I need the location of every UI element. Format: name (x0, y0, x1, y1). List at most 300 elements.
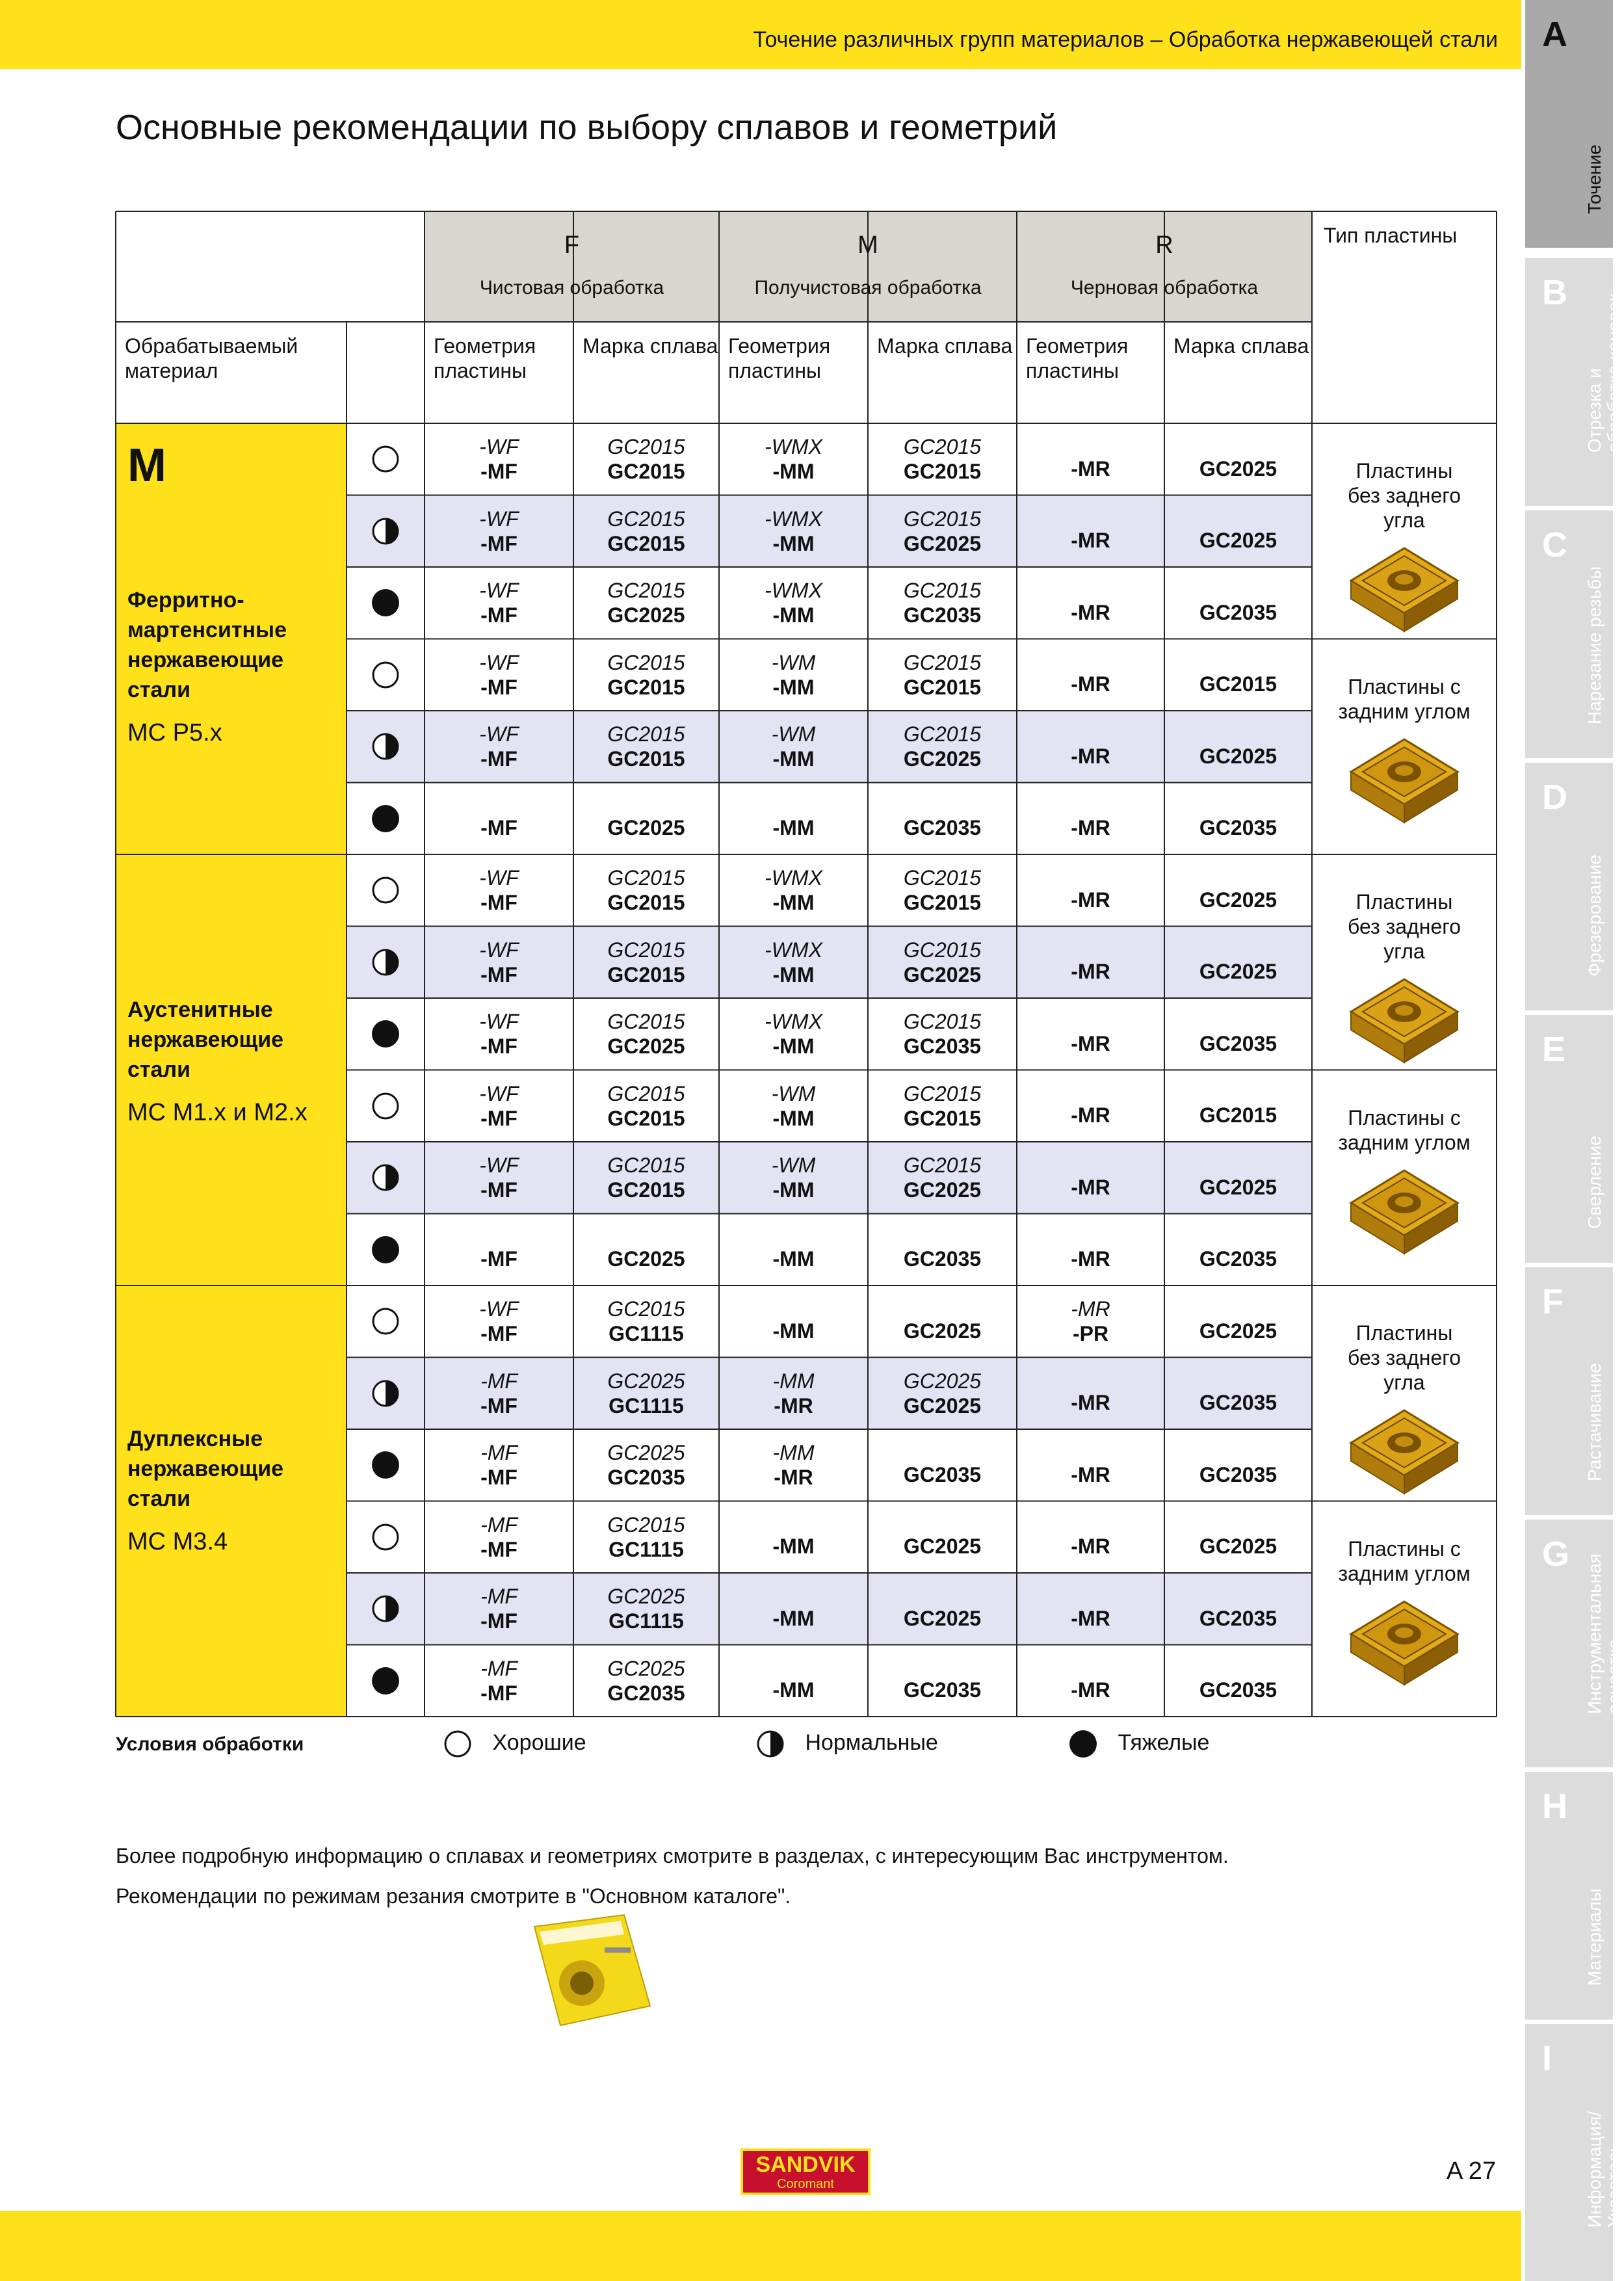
grade-header: Марка сплава (877, 334, 1013, 358)
alt-value: GC2025 (607, 1656, 685, 1680)
alt-value: -WF (479, 722, 519, 746)
main-value: GC2025 (903, 747, 982, 771)
grade-cell (573, 927, 719, 999)
geometry-cell (1017, 495, 1164, 568)
condition-cell (347, 1358, 425, 1430)
positive-insert-icon (1346, 1595, 1463, 1693)
main-value: -MF (480, 891, 517, 915)
main-value: -MM (772, 747, 815, 771)
geometry-cell (425, 1142, 573, 1214)
alt-value: -WF (479, 579, 519, 603)
cell-values (904, 578, 981, 627)
main-value: -MM (772, 962, 815, 986)
tab-label: Материалы (1584, 1888, 1604, 1986)
main-value: -MM (772, 675, 815, 699)
geometry-cell (425, 1501, 573, 1574)
main-value: GC2025 (903, 1178, 982, 1202)
legend-good-label: Хорошие (492, 1730, 586, 1755)
cell-values (480, 1440, 517, 1490)
insert-type-label: Пластины без заднего угла (1348, 459, 1461, 532)
main-value: -MF (480, 1247, 517, 1271)
cell-values (1199, 1319, 1277, 1343)
alt-value: GC2015 (607, 1154, 685, 1178)
alt-value: GC2015 (903, 507, 982, 531)
grade-cell (1164, 711, 1312, 783)
cell-values (904, 815, 981, 840)
cell-values (479, 1009, 518, 1059)
main-value: GC2035 (903, 816, 982, 839)
main-value: -MF (480, 1035, 517, 1059)
grade-cell (868, 783, 1017, 855)
condition-cell (347, 1573, 425, 1645)
cell-values (480, 815, 517, 840)
footer-bar (0, 2211, 1521, 2281)
alt-value: -WF (479, 1154, 519, 1178)
grade-cell (573, 1142, 719, 1214)
alt-value: -WF (479, 1010, 519, 1034)
cell-values (480, 1584, 517, 1633)
cell-values (1071, 1462, 1110, 1487)
cell-values (1199, 1678, 1277, 1702)
alt-value: -WF (479, 1297, 519, 1321)
main-value: -MR (1071, 1606, 1110, 1630)
cell-values (773, 1246, 815, 1271)
main-value: GC2025 (1199, 744, 1277, 768)
tab-label: Растачивание (1584, 1363, 1604, 1481)
main-value: -MM (772, 1319, 815, 1343)
cell-values (607, 650, 685, 700)
material-name: Ферритно-мартенситные нержавеющие стали (127, 588, 287, 702)
cell-values (1071, 1297, 1110, 1346)
alt-value: -WM (771, 1154, 816, 1178)
logo-sub: Coromant (743, 2177, 868, 2191)
cell-values (904, 938, 981, 987)
geometry-cell (425, 1429, 573, 1501)
circle-half-icon (371, 732, 400, 761)
main-value: GC2035 (1199, 1606, 1277, 1630)
tab-section-i[interactable] (1525, 2024, 1624, 2281)
cell-values (765, 434, 822, 484)
main-value: GC2035 (607, 1466, 685, 1490)
geometry-cell (425, 1645, 573, 1717)
cell-values (607, 815, 685, 840)
condition-cell (347, 495, 425, 568)
cell-values (773, 1319, 815, 1343)
cell-values (1199, 528, 1277, 553)
tab-letter: E (1542, 1030, 1566, 1069)
geometry-cell (425, 567, 573, 639)
geometry-cell (425, 783, 573, 855)
condition-cell (347, 998, 425, 1070)
alt-value: GC2015 (607, 650, 685, 674)
geometry-cell (425, 1286, 573, 1358)
alt-value: GC2015 (607, 938, 685, 962)
main-value: GC2035 (903, 1035, 982, 1059)
cell-values (479, 938, 518, 987)
alt-value: GC2025 (607, 1369, 685, 1393)
grade-cell (1164, 998, 1312, 1070)
legend-heavy (1069, 1730, 1209, 1758)
circle-full-icon (371, 1019, 400, 1049)
cell-values (765, 865, 822, 915)
main-value: -MM (772, 891, 815, 915)
tab-label: Инструментальная оснастка (1584, 1553, 1624, 1714)
circle-half-icon (371, 947, 400, 977)
material-group (116, 1424, 347, 1556)
insert-type-cell (1312, 458, 1497, 644)
geometry-cell (1017, 927, 1164, 999)
grade-cell (573, 1286, 719, 1358)
main-value: -MR (1071, 744, 1110, 768)
positive-insert-icon (1346, 733, 1463, 830)
tab-letter: A (1542, 15, 1567, 54)
cell-values (904, 1081, 981, 1131)
grade-cell (1164, 639, 1312, 711)
grade-cell (868, 1573, 1017, 1645)
grade-cell (868, 1501, 1017, 1574)
geometry-cell (1017, 1214, 1164, 1286)
main-value: GC1115 (609, 1537, 684, 1561)
cell-values (479, 650, 518, 700)
cell-values (904, 1678, 981, 1702)
cell-values (1071, 744, 1110, 769)
insert-type-label: Пластины без заднего угла (1348, 890, 1461, 963)
cell-values (1199, 959, 1277, 984)
tab-letter: C (1542, 525, 1567, 564)
alt-value: GC2015 (607, 722, 685, 746)
cell-values (904, 1606, 981, 1631)
grade-cell (573, 783, 719, 855)
tab-section-a[interactable] (1525, 0, 1613, 248)
tab-section-g[interactable] (1525, 1520, 1624, 1767)
geometry-cell (425, 495, 573, 568)
alt-value: GC2015 (903, 938, 982, 962)
cell-values (904, 722, 981, 771)
cell-values (904, 434, 981, 484)
cell-values (479, 507, 518, 556)
tab-section-b[interactable] (1525, 258, 1624, 506)
main-value: GC2025 (903, 1393, 982, 1417)
grade-cell (573, 1214, 719, 1286)
circle-full-icon (1069, 1730, 1097, 1758)
main-value: -MM (772, 1178, 815, 1202)
group-name: Черновая обработка (1070, 277, 1259, 298)
alt-value: -MF (480, 1585, 517, 1609)
group-letter: R (1155, 231, 1173, 259)
main-value: GC2035 (1199, 1031, 1277, 1055)
logo-brand: SANDVIK (755, 2152, 856, 2177)
main-value: GC2015 (607, 1106, 685, 1130)
legend-title: Условия обработки (116, 1734, 304, 1755)
geometry-cell (1017, 1645, 1164, 1717)
grade-header: Марка сплава (583, 334, 718, 358)
alt-value: -WF (479, 507, 519, 531)
geometry-cell (425, 1214, 573, 1286)
cell-values (607, 1009, 685, 1059)
cell-values (479, 1153, 518, 1202)
grade-cell (573, 711, 719, 783)
geometry-cell (1017, 1286, 1164, 1358)
circle-full-icon (371, 1450, 400, 1480)
positive-insert-icon (1346, 1164, 1463, 1261)
insert-type-label: Пластины с задним углом (1338, 1536, 1471, 1585)
cell-values (480, 1656, 517, 1706)
geometry-cell (719, 1142, 868, 1214)
main-value: GC1115 (609, 1393, 684, 1417)
main-value: -MM (772, 816, 815, 839)
main-value: -MM (772, 603, 815, 627)
main-value: -MF (480, 1537, 517, 1561)
main-value: GC2025 (607, 1247, 685, 1271)
grade-cell (1164, 1358, 1312, 1430)
cell-values (1071, 1031, 1110, 1056)
group-letter: M (858, 231, 878, 259)
grade-cell (1164, 1142, 1312, 1214)
geometry-cell (425, 998, 573, 1070)
grade-cell (1164, 1501, 1312, 1574)
main-value: -MF (480, 1681, 517, 1705)
note-alloys: Более подробную информацию о сплавах и геометриях смотрите в разделах, с интересующим Вас инструментом. (116, 1844, 1229, 1867)
condition-cell (347, 711, 425, 783)
cell-values (1071, 959, 1110, 984)
insert-type-label: Пластины с задним углом (1338, 1105, 1471, 1154)
main-value: GC2025 (1199, 960, 1277, 983)
cell-values (1071, 1175, 1110, 1200)
main-value: -MM (772, 1035, 815, 1059)
insert-type-cell (1312, 1536, 1497, 1698)
cell-values (607, 1153, 685, 1202)
tab-label: Сверление (1584, 1135, 1604, 1229)
cell-values (904, 1319, 981, 1343)
main-value: -MR (774, 1466, 813, 1490)
alt-value: -MR (1071, 1297, 1110, 1321)
grade-cell (868, 1142, 1017, 1214)
material-group (116, 995, 347, 1127)
circle-half-icon (371, 1594, 400, 1624)
catalog-cover-image (527, 1915, 650, 2025)
geometry-cell (719, 1573, 868, 1645)
insert-type-cell (1312, 1321, 1497, 1507)
main-value: GC2015 (1199, 1103, 1277, 1127)
group-header-f (425, 211, 719, 322)
geometry-cell (425, 1358, 573, 1430)
main-value: GC2025 (1199, 888, 1277, 912)
cell-values (480, 1512, 517, 1562)
cell-values (1199, 1103, 1277, 1127)
page-number: A 27 (1447, 2157, 1497, 2185)
cell-values (1071, 1246, 1110, 1271)
cell-values (1071, 1678, 1110, 1702)
alt-value: -WMX (765, 866, 822, 890)
insert-type-label: Пластины с задним углом (1338, 674, 1471, 723)
grade-cell (1164, 1214, 1312, 1286)
grade-cell (868, 567, 1017, 639)
main-value: GC2035 (1199, 1391, 1277, 1414)
geometry-cell (719, 567, 868, 639)
cell-values (1199, 600, 1277, 625)
tab-letter: H (1542, 1787, 1567, 1826)
geometry-cell (719, 1070, 868, 1142)
main-value: -MR (1071, 960, 1110, 983)
cell-values (773, 1678, 815, 1702)
tab-section-d[interactable] (1525, 763, 1613, 1010)
main-value: -MR (1071, 1535, 1110, 1558)
main-value: -MR (1071, 816, 1110, 839)
main-value: -MR (1071, 600, 1110, 624)
cell-values (607, 1297, 685, 1346)
main-value: GC2025 (903, 1535, 982, 1558)
geometry-header: Геометрия пластины (434, 334, 536, 382)
main-value: GC2025 (1199, 1319, 1277, 1343)
cell-values (479, 578, 518, 627)
grade-cell (868, 998, 1017, 1070)
grade-cell (868, 927, 1017, 999)
main-value: GC2025 (1199, 1535, 1277, 1558)
alt-value: GC2015 (607, 435, 685, 459)
cell-values (1071, 456, 1110, 481)
tab-section-e[interactable] (1525, 1015, 1613, 1263)
alt-value: GC2015 (607, 1010, 685, 1034)
geometry-cell (719, 783, 868, 855)
grade-cell (1164, 1286, 1312, 1358)
main-value: GC2015 (903, 460, 982, 484)
main-value: GC2035 (1199, 816, 1277, 839)
cell-values (607, 1081, 685, 1131)
alt-value: GC2015 (903, 435, 982, 459)
tab-letter: F (1542, 1282, 1564, 1321)
cell-values (772, 1081, 816, 1131)
cell-values (773, 815, 815, 840)
grade-cell (1164, 1070, 1312, 1142)
tab-section-c[interactable] (1525, 510, 1613, 758)
cell-values (904, 1153, 981, 1202)
grade-cell (868, 1214, 1017, 1286)
main-value: -MM (772, 531, 815, 555)
tab-section-h[interactable] (1525, 1772, 1613, 2020)
grade-cell (868, 1070, 1017, 1142)
cell-values (1199, 744, 1277, 769)
alt-value: GC2015 (903, 1154, 982, 1178)
geometry-cell (719, 854, 868, 927)
main-value: GC2015 (607, 675, 685, 699)
grade-cell (868, 495, 1017, 568)
legend-normal-label: Нормальные (805, 1730, 938, 1755)
tab-letter: B (1542, 273, 1567, 312)
geometry-cell (425, 927, 573, 999)
cell-values (479, 722, 518, 771)
circle-empty-icon (371, 1306, 400, 1336)
alt-value: GC2015 (607, 1297, 685, 1321)
alt-value: GC2025 (903, 1369, 982, 1393)
tab-section-f[interactable] (1525, 1267, 1613, 1515)
main-value: -MF (480, 1393, 517, 1417)
alt-value: GC2025 (607, 1441, 685, 1465)
main-value: GC2025 (1199, 1175, 1277, 1199)
cell-values (773, 1440, 815, 1490)
geometry-cell (719, 1214, 868, 1286)
main-value: GC2025 (607, 603, 685, 627)
grade-cell (573, 854, 719, 927)
main-value: GC2035 (607, 1681, 685, 1705)
main-value: GC1115 (609, 1322, 684, 1346)
circle-half-icon (371, 1378, 400, 1408)
cell-values (607, 1584, 685, 1633)
geometry-cell (425, 1070, 573, 1142)
group-header-m (719, 211, 1017, 322)
iso-material-letter: M (127, 440, 166, 492)
main-value: GC2025 (903, 1319, 982, 1343)
grade-cell (868, 854, 1017, 927)
legend-normal (756, 1730, 938, 1758)
main-value: GC2035 (903, 1462, 982, 1486)
circle-half-icon (756, 1730, 785, 1758)
alt-value: GC2015 (903, 1081, 982, 1105)
geometry-cell (425, 711, 573, 783)
main-value: -MF (480, 962, 517, 986)
main-value: GC2025 (607, 816, 685, 839)
alt-value: GC2015 (903, 579, 982, 603)
alt-value: GC2015 (607, 507, 685, 531)
cell-values (773, 1369, 815, 1418)
main-value: GC1115 (609, 1609, 684, 1633)
alt-value: GC2025 (607, 1585, 685, 1609)
grade-cell (868, 711, 1017, 783)
cell-values (479, 1081, 518, 1131)
cell-values (1071, 815, 1110, 840)
tab-letter: I (1542, 2039, 1552, 2078)
main-value: -MR (1071, 1247, 1110, 1271)
cell-values (479, 865, 518, 915)
insert-type-cell (1312, 890, 1497, 1075)
main-value: -MF (480, 1466, 517, 1490)
main-value: GC2035 (903, 1247, 982, 1271)
condition-cell (347, 854, 425, 927)
cell-values (1199, 1246, 1277, 1271)
alt-value: -MF (480, 1369, 517, 1393)
main-value: GC2035 (1199, 1247, 1277, 1271)
main-value: GC2015 (903, 1106, 982, 1130)
geometry-cell (1017, 1429, 1164, 1501)
circle-half-icon (371, 516, 400, 546)
cell-values (772, 1153, 816, 1202)
cell-values (607, 938, 685, 987)
main-value: -MF (480, 603, 517, 627)
condition-cell (347, 927, 425, 999)
geometry-cell (719, 639, 868, 711)
material-code: MC M1.x и M2.x (127, 1099, 308, 1126)
main-value: -MM (772, 1247, 815, 1271)
main-value: GC2015 (607, 460, 685, 484)
geometry-cell (719, 1358, 868, 1430)
header-title: Точение различных групп материалов – Обработка нержавеющей стали (753, 27, 1498, 52)
main-value: -MF (480, 747, 517, 771)
main-value: -MR (1071, 1678, 1110, 1702)
cell-values (1199, 1462, 1277, 1487)
cell-values (607, 434, 685, 484)
main-value: -MR (1071, 888, 1110, 912)
material-header: Обрабатываемый материал (125, 334, 298, 382)
cell-values (479, 1297, 518, 1346)
geometry-cell (719, 1501, 868, 1574)
grade-cell (573, 1429, 719, 1501)
cell-values (904, 650, 981, 700)
alt-value: -WF (479, 938, 519, 962)
main-value: -MR (1071, 456, 1110, 481)
main-value: GC2015 (607, 962, 685, 986)
cell-values (1199, 1390, 1277, 1415)
geometry-cell (719, 711, 868, 783)
cell-values (765, 1009, 822, 1059)
